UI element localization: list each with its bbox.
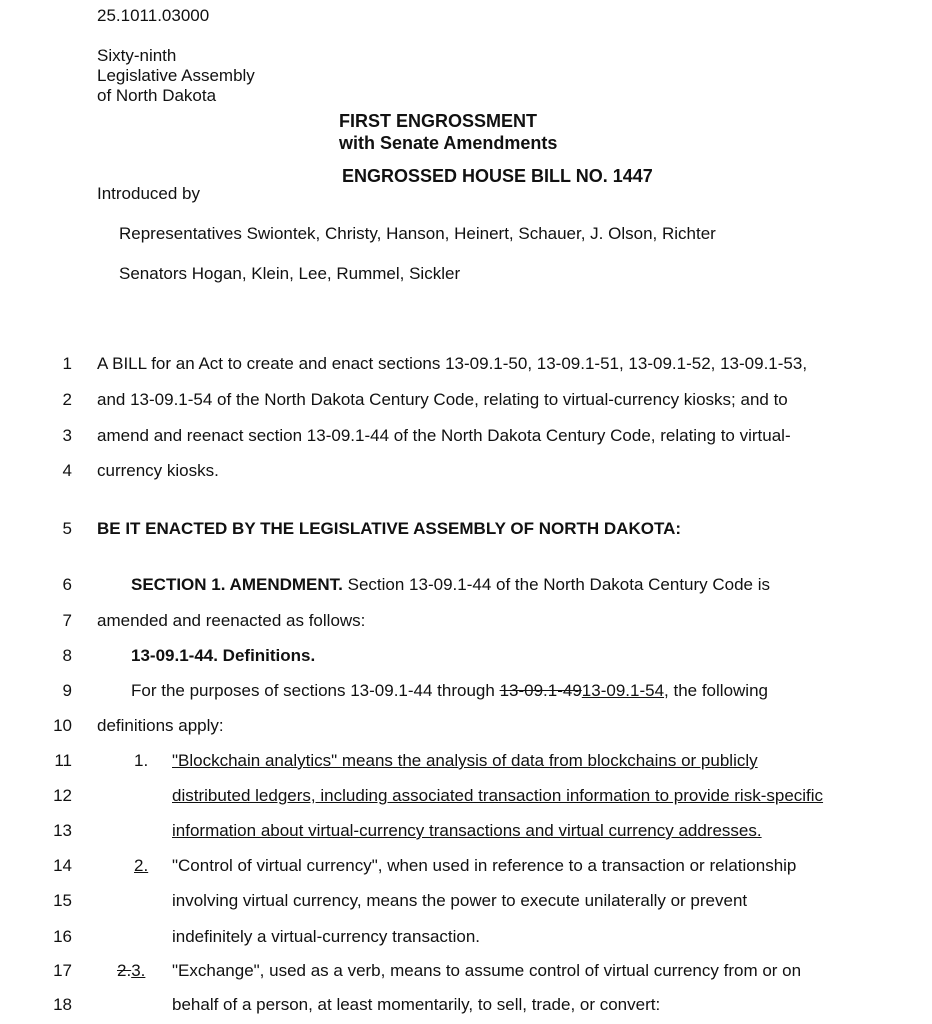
bill-line (0, 889, 932, 913)
bill-line (0, 714, 932, 738)
line-number: 13 (53, 821, 72, 840)
inserted-text: 3. (131, 961, 146, 980)
bill-line (0, 573, 932, 597)
line-number: 6 (62, 575, 72, 594)
line-number: 8 (62, 646, 72, 665)
line-text: involving virtual currency, means the power to execute unilaterally or prevent (172, 891, 748, 910)
line-text: amend and reenact section 13-09.1-44 of the North Dakota Century Code, relating to virtual- (97, 426, 791, 445)
line-text: "Control of virtual currency", when used in reference to a transaction or relationship (172, 856, 797, 875)
bill-line (0, 854, 932, 878)
line-text: Section 13-09.1-44 of the North Dakota Century Code is (342, 575, 771, 594)
assembly-line-3: of North Dakota (97, 86, 217, 105)
definitions-heading: 13-09.1-44. Definitions. (131, 646, 316, 665)
inserted-text: 13-09.1-54 (581, 681, 665, 700)
document-number: 25.1011.03000 (97, 6, 210, 25)
bill-line (0, 388, 932, 412)
engrossment-subtitle: with Senate Amendments (339, 133, 558, 153)
line-number: 14 (53, 856, 72, 875)
introduced-by-label: Introduced by (97, 184, 201, 203)
bill-line (0, 784, 932, 808)
bill-line (0, 459, 932, 483)
bill-line (0, 925, 932, 949)
line-number: 2 (62, 390, 72, 409)
line-number: 15 (53, 891, 72, 910)
line-text: "Exchange", used as a verb, means to assume control of virtual currency from or on (172, 961, 802, 980)
line-number: 9 (62, 681, 72, 700)
bill-line (0, 819, 932, 843)
bill-line (0, 517, 932, 541)
line-text: indefinitely a virtual-currency transaction. (172, 927, 481, 946)
enacting-clause: BE IT ENACTED BY THE LEGISLATIVE ASSEMBLY OF NORTH DAKOTA: (97, 519, 682, 538)
line-text: definitions apply: (97, 716, 224, 735)
bill-line (0, 352, 932, 376)
bill-line (0, 993, 932, 1017)
line-number: 18 (53, 995, 72, 1014)
line-number: 5 (62, 519, 72, 538)
inserted-text: "Blockchain analytics" means the analysis of data from blockchains or publicly (172, 751, 758, 770)
line-number: 12 (53, 786, 72, 805)
item-number: 1. (134, 751, 149, 770)
bill-line (0, 609, 932, 633)
line-number: 17 (53, 961, 72, 980)
bill-title: ENGROSSED HOUSE BILL NO. 1447 (342, 166, 653, 186)
struck-text: 13-09.1-49 (499, 681, 582, 700)
line-text: , the following (664, 681, 768, 700)
struck-text: 2. (117, 961, 132, 980)
line-text: currency kiosks. (97, 461, 219, 480)
line-text: behalf of a person, at least momentarily, to sell, trade, or convert: (172, 995, 661, 1014)
bill-line (0, 424, 932, 448)
assembly-line-1: Sixty-ninth (97, 46, 177, 65)
line-number: 7 (62, 611, 72, 630)
line-number: 4 (62, 461, 72, 480)
assembly-line-2: Legislative Assembly (97, 66, 255, 85)
line-text: A BILL for an Act to create and enact sections 13-09.1-50, 13-09.1-51, 13-09.1-52, 13-09.1-53, (97, 354, 808, 373)
section-heading: SECTION 1. AMENDMENT. (131, 575, 343, 594)
bill-line (0, 644, 932, 668)
line-text: and 13-09.1-54 of the North Dakota Century Code, relating to virtual-currency kiosks; and to (97, 390, 788, 409)
item-number: 2. (134, 856, 149, 875)
line-number: 16 (53, 927, 72, 946)
bill-line (0, 749, 932, 773)
bill-line (0, 959, 932, 983)
inserted-text: distributed ledgers, including associated transaction information to provide risk-specific (172, 786, 824, 805)
line-number: 1 (62, 354, 72, 373)
engrossment-title: FIRST ENGROSSMENT (339, 111, 538, 131)
line-text: For the purposes of sections 13-09.1-44 through (131, 681, 500, 700)
inserted-text: information about virtual-currency transactions and virtual currency addresses. (172, 821, 762, 840)
representatives-list: Representatives Swiontek, Christy, Hanson, Heinert, Schauer, J. Olson, Richter (119, 224, 716, 243)
line-text: amended and reenacted as follows: (97, 611, 366, 630)
bill-line (0, 679, 932, 703)
line-number: 10 (53, 716, 72, 735)
senators-list: Senators Hogan, Klein, Lee, Rummel, Sickler (119, 264, 461, 283)
line-number: 3 (62, 426, 72, 445)
line-number: 11 (54, 751, 72, 770)
